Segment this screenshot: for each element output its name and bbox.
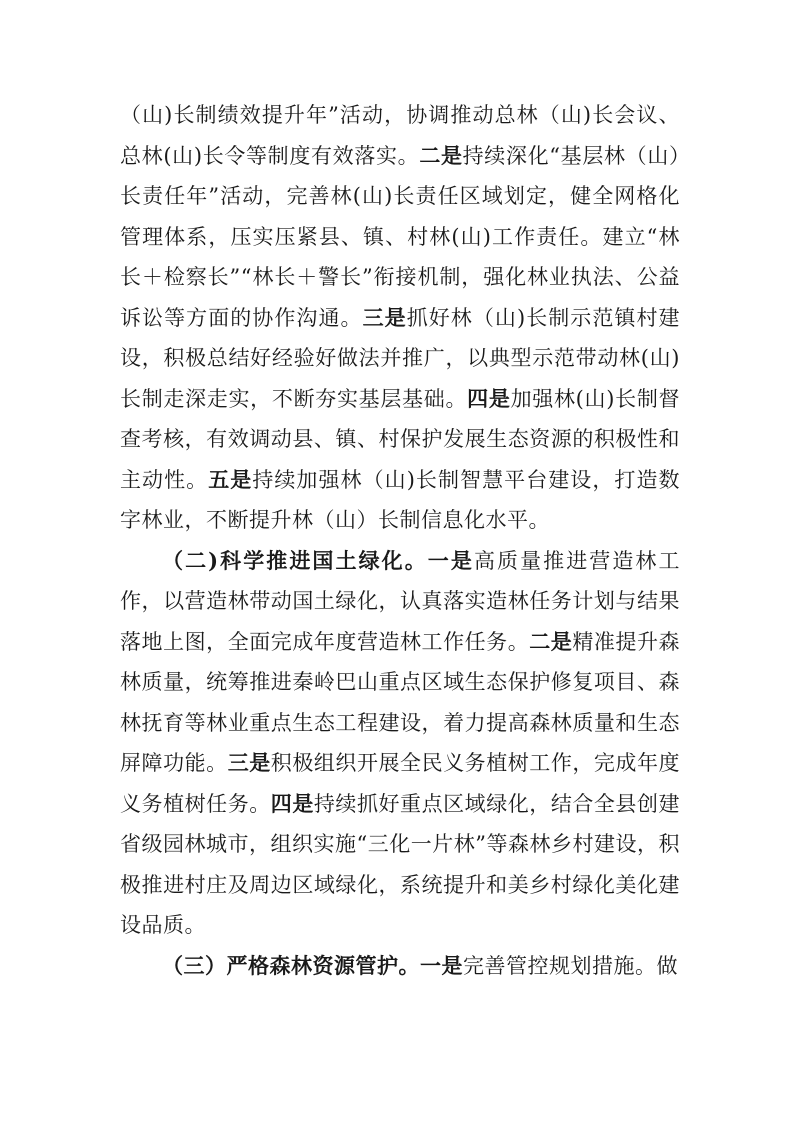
bold-marker: 四是 [270, 790, 314, 816]
bold-marker: 二是 [529, 628, 573, 654]
paragraph-1 [120, 95, 680, 541]
text-run: 持续加强林（山)长制智慧平台建设，打造数字林业，不断提升林（山）长制信息化水平。 [120, 467, 681, 532]
bold-marker: 三是 [362, 304, 407, 330]
paragraph-2 [120, 541, 680, 946]
paragraph-3 [120, 946, 680, 987]
section-heading: （二)科学推进国土绿化。一是 [162, 547, 474, 573]
text-run: 精准提升森林质量，统筹推进秦岭巴山重点区域生态保护修复项目、森林抚育等林业重点生态工程建设，着力提高森林质量和生态屏障功能。 [120, 629, 681, 775]
bold-marker: 二是 [419, 142, 463, 168]
bold-marker: 五是 [208, 466, 253, 492]
text-run: 持续抓好重点区域绿化，结合全县创建省级园林城市，组织实施“三化一片林”等森林乡村建设，积极推进村庄及周边区域绿化，系统提升和美乡村绿化美化建设品质。 [120, 791, 681, 937]
text-run: （山)长制绩效提升年”活动，协调推动总林（山)长会议、总林(山)长令等制度有效落实。 [120, 103, 680, 168]
text-run: 完善管控规划措施。做 [463, 953, 678, 978]
text-run: 抓好林（山)长制示范镇村建设，积极总结好经验好做法并推广，以典型示范带动林(山)长制走深走实，不断夯实基层基础。 [120, 305, 681, 411]
text-run: 高质量推进营造林工作，以营造林带动国土绿化，认真落实造林任务计划与结果落地上图，全面完成年度营造林工作任务。 [120, 548, 681, 654]
text-run: 加强林(山)长制督查考核，有效调动县、镇、村保护发展生态资源的积极性和主动性。 [120, 386, 681, 492]
section-heading: （三）严格森林资源管护。一是 [162, 952, 463, 978]
text-run: 持续深化“基层林（山）长责任年”活动，完善林(山)长责任区域划定，健全网格化管理体系，压实压紧县、镇、村林(山)工作责任。建立“林长＋检察长”“林长＋警长”衔接机制，强化林业执法、公益诉讼等方面的协作沟通。 [120, 143, 680, 330]
text-run: 积极组织开展全民义务植树工作，完成年度义务植树任务。 [120, 751, 681, 816]
bold-marker: 四是 [467, 385, 511, 411]
bold-marker: 三是 [227, 750, 271, 775]
document-body [120, 95, 680, 986]
